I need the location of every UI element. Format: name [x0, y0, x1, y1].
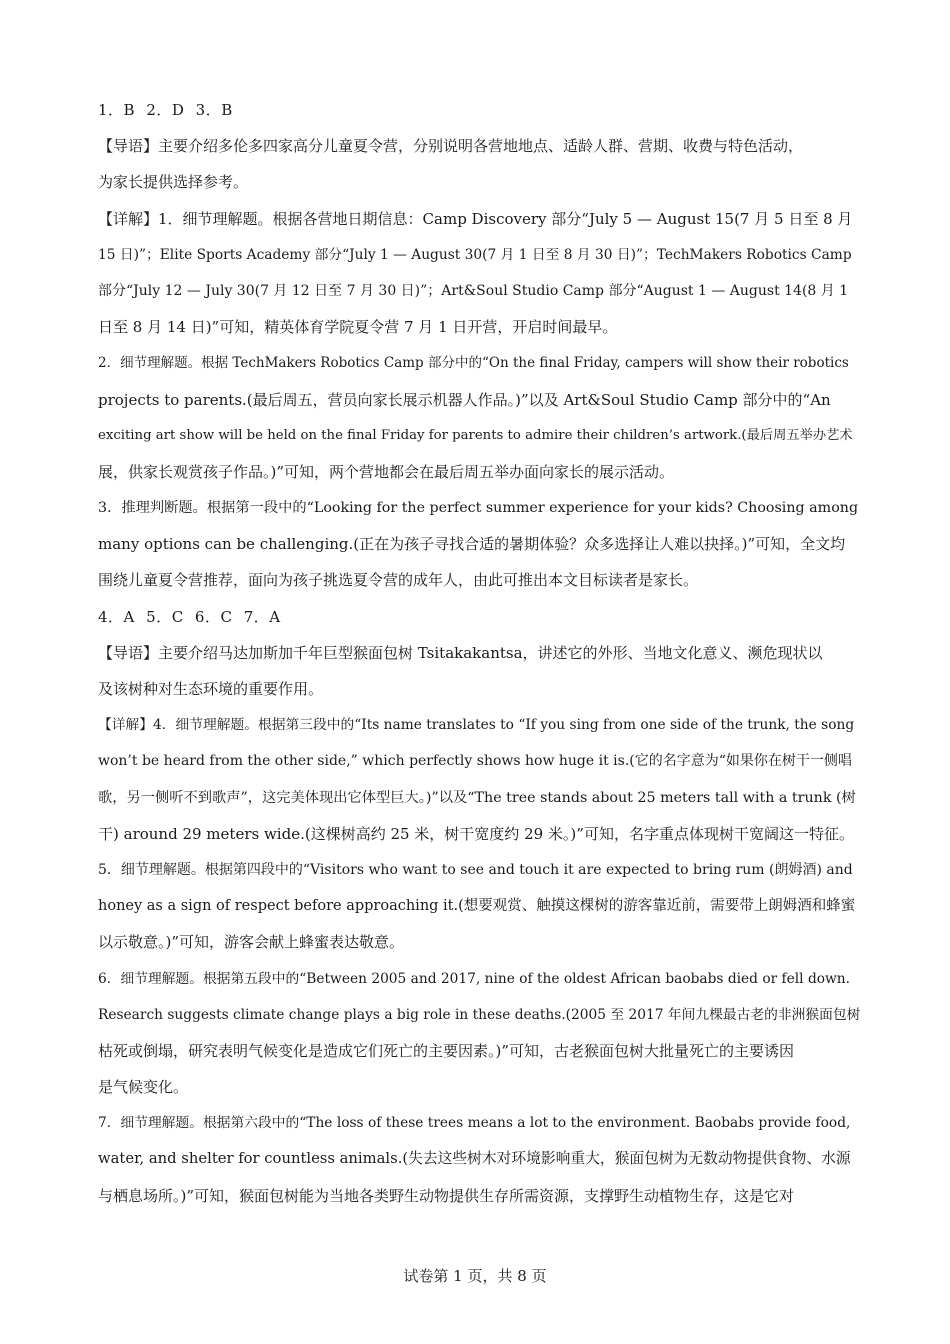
passage-1-intro-line-1: 【导语】主要介绍多伦多四家高分儿童夏令营，分别说明各营地地点、适龄人群、营期、收费与特色活动， — [98, 137, 804, 156]
q2-explanation-line-3: exciting art show will be held on the final Friday for parents to admire their children’s artwork.(最后周五举办艺术 — [98, 427, 853, 443]
q5-explanation-line-2: honey as a sign of respect before approaching it.(想要观赏、触摸这棵树的游客靠近前，需要带上朗姆酒和蜂蜜 — [98, 898, 856, 915]
q6-explanation-line-4: 是气候变化。 — [98, 1078, 189, 1097]
q7-explanation-line-3: 与栖息场所。)”可知，猴面包树能为当地各类野生动物提供生存所需资源，支撑野生动植物生存，这是它对 — [98, 1186, 795, 1205]
q2-explanation-line-4: 展，供家长观赏孩子作品。)”可知，两个营地都会在最后周五举办面向家长的展示活动。 — [98, 462, 675, 481]
q6-explanation-line-2: Research suggests climate change plays a big role in these deaths.(2005 至 2017 年间九棵最古老的非洲猴面包树 — [98, 1006, 860, 1023]
q4-explanation-line-2: won’t be heard from the other side,” which perfectly shows how huge it is.(它的名字意为“如果你在树干一侧唱 — [98, 753, 852, 770]
q5-explanation-line-3: 以示敬意。)”可知，游客会献上蜂蜜表达敬意。 — [98, 933, 405, 952]
answers-1-3: 1．B 2．D 3．B — [98, 101, 233, 119]
q2-explanation-line-2: projects to parents.(最后周五，营员向家长展示机器人作品。)”以及 Art&Soul Studio Camp 部分中的“An — [98, 390, 831, 409]
q6-explanation-line-1: 6．细节理解题。根据第五段中的“Between 2005 and 2017, nine of the oldest African baobabs died or fell down. — [98, 970, 851, 987]
passage-1-intro-line-2: 为家长提供选择参考。 — [98, 173, 249, 192]
q3-explanation-line-1: 3．推理判断题。根据第一段中的“Looking for the perfect summer experience for your kids? Choosing among — [98, 500, 859, 517]
q6-explanation-line-3: 枯死或倒塌，研究表明气候变化是造成它们死亡的主要因素。)”可知，古老猴面包树大批量死亡的主要诱因 — [98, 1041, 795, 1060]
q1-explanation-line-2: 15 日)”；Elite Sports Academy 部分“July 1 — August 30(7 月 1 日至 8 月 30 日)”；TechMakers Robotics Camp — [98, 246, 852, 263]
page-footer: 试卷第 1 页，共 8 页 — [403, 1267, 547, 1285]
q2-explanation-line-1: 2．细节理解题。根据 TechMakers Robotics Camp 部分中的“On the final Friday, campers will show their robotics — [98, 355, 849, 372]
q3-explanation-line-2: many options can be challenging.(正在为孩子寻找合适的暑期体验？众多选择让人难以抉择。)”可知，全文均 — [98, 535, 846, 554]
q7-explanation-line-1: 7．细节理解题。根据第六段中的“The loss of these trees means a lot to the environment. Baobabs provide food, — [98, 1115, 851, 1132]
q4-explanation-line-4: 干) around 29 meters wide.(这棵树高约 25 米，树干宽度约 29 米。)”可知，名字重点体现树干宽阔这一特征。 — [98, 824, 854, 843]
q4-explanation-line-3: 歌，另一侧听不到歌声”，这完美体现出它体型巨大。)”以及“The tree stands about 25 meters tall with a trunk (树 — [98, 789, 856, 806]
passage-2-intro-line-1: 【导语】主要介绍马达加斯加千年巨型猴面包树 Tsitakakantsa，讲述它的外形、当地文化意义、濒危现状以 — [98, 643, 823, 662]
q1-explanation-line-3: 部分“July 12 — July 30(7 月 12 日至 7 月 30 日)”；Art&Soul Studio Camp 部分“August 1 — August 14(8 月 1 — [98, 282, 849, 299]
answer-explanation-document — [98, 92, 860, 1214]
q5-explanation-line-1: 5．细节理解题。根据第四段中的“Visitors who want to see and touch it are expected to bring rum (朗姆酒) and — [98, 861, 853, 878]
q4-explanation-line-1: 【详解】4．细节理解题。根据第三段中的“Its name translates to “If you sing from one side of the trunk, the song — [98, 717, 855, 734]
q1-explanation-line-1: 【详解】1．细节理解题。根据各营地日期信息：Camp Discovery 部分“July 5 — August 15(7 月 5 日至 8 月 — [98, 209, 853, 228]
q7-explanation-line-2: water, and shelter for countless animals.(失去这些树木对环境影响重大，猴面包树为无数动物提供食物、水源 — [98, 1150, 851, 1168]
q1-explanation-line-4: 日至 8 月 14 日)”可知，精英体育学院夏令营 7 月 1 日开营，开启时间最早。 — [98, 318, 618, 337]
q3-explanation-line-3: 围绕儿童夏令营推荐，面向为孩子挑选夏令营的成年人，由此可推出本文目标读者是家长。 — [98, 571, 699, 590]
passage-2-intro-line-2: 及该树种对生态环境的重要作用。 — [98, 680, 324, 698]
answers-4-7: 4．A 5．C 6．C 7．A — [98, 607, 281, 626]
